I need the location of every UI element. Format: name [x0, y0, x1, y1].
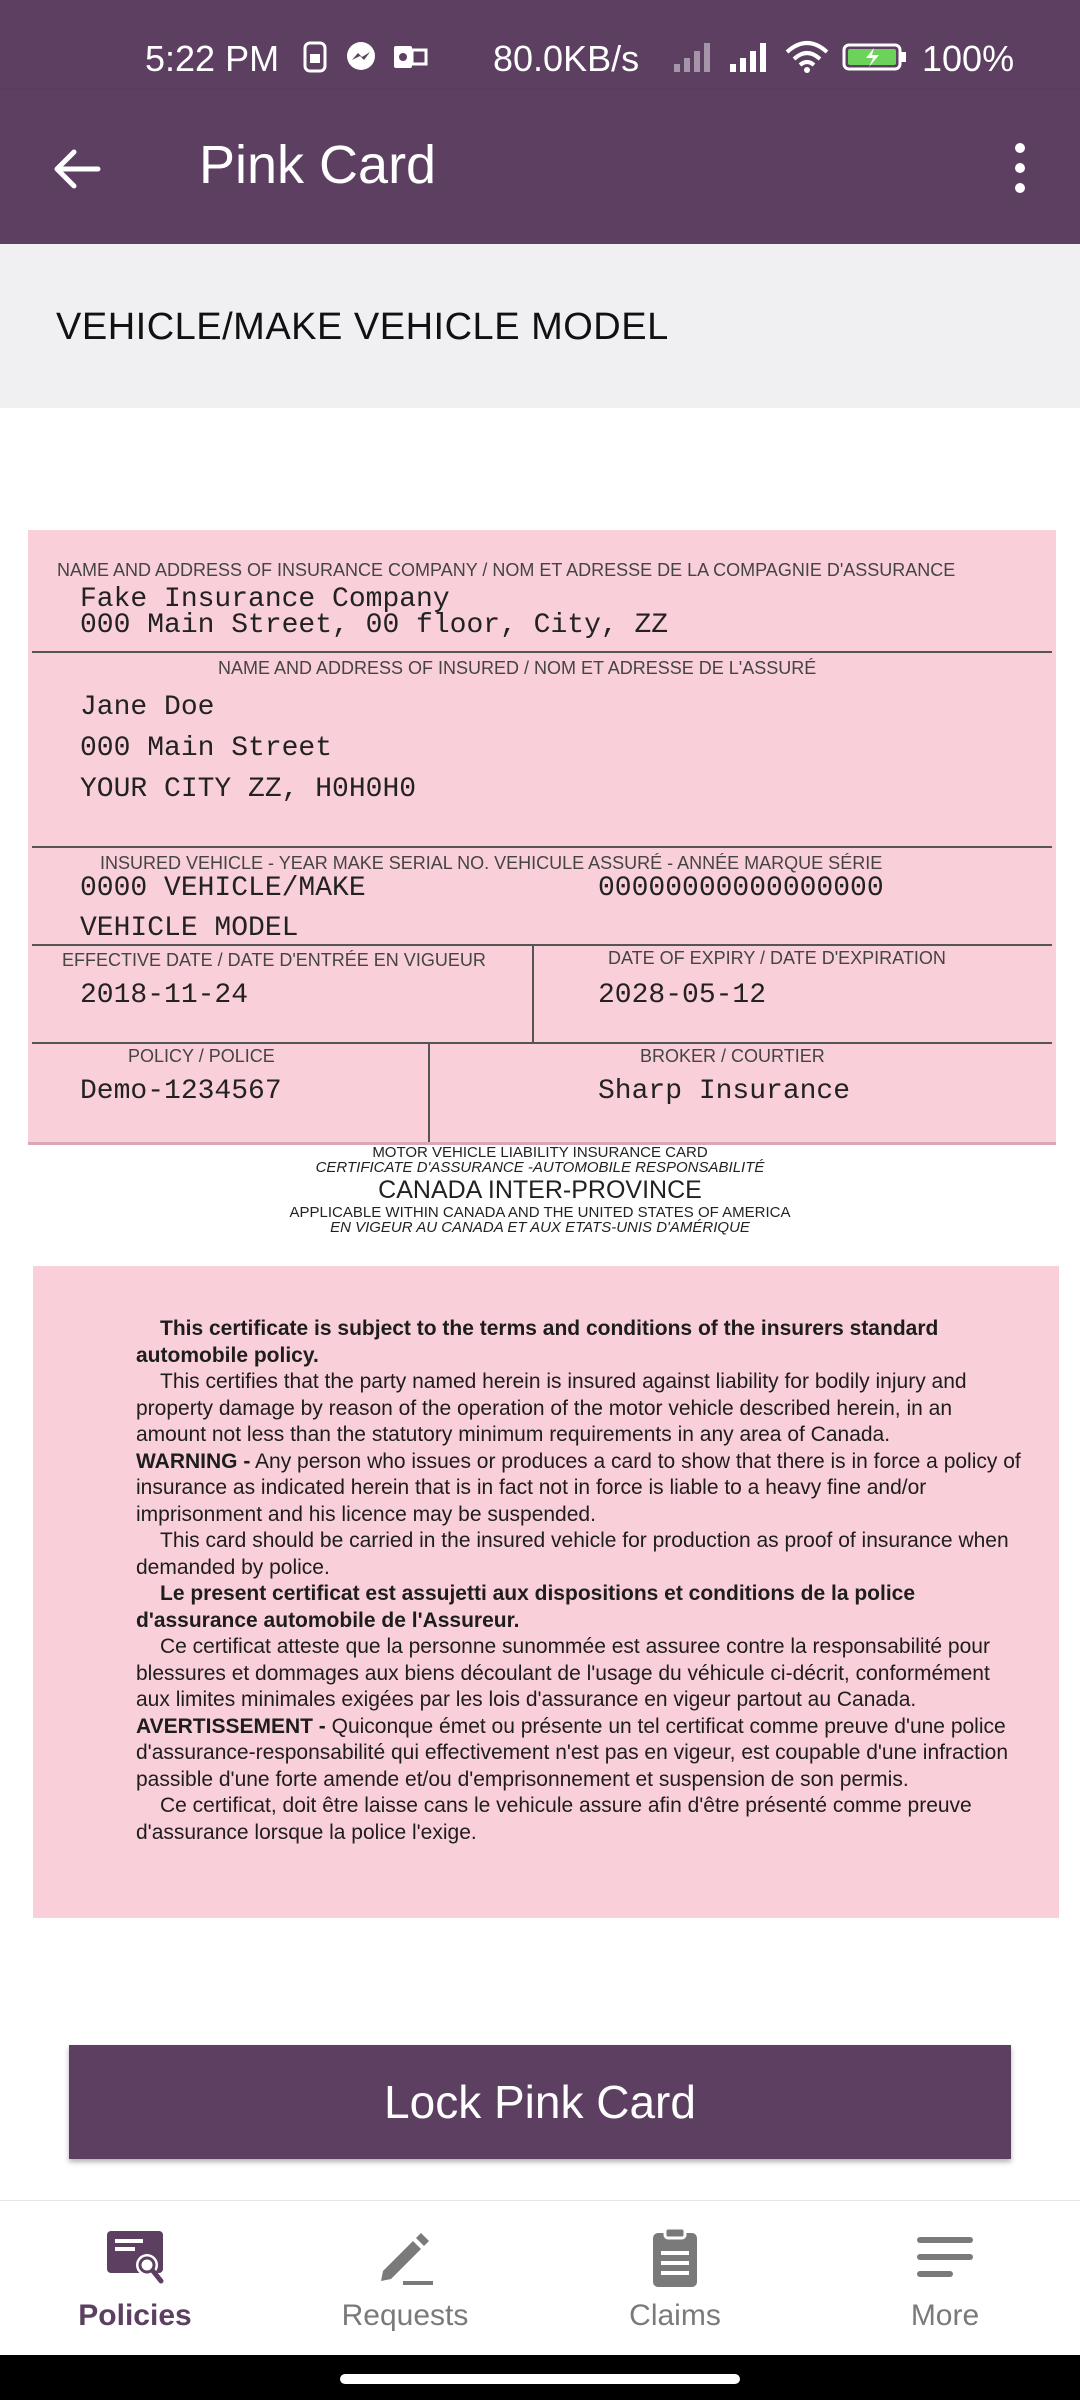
card-terms: [136, 1316, 1026, 1846]
wifi-icon: [784, 40, 830, 74]
terms-heading-fr: Le present certificat est assujetti aux dispositions et conditions de la police d'assurance automobile de l'Assureur.: [136, 1582, 916, 1632]
battery-icon: [842, 40, 908, 74]
divider: [428, 1042, 430, 1142]
divider: [32, 1042, 1052, 1044]
pencil-icon: [373, 2225, 437, 2289]
terms-atteste: Ce certificat atteste que la personne sunommée est assuree contre la responsabilité pour blessures et dommages aux biens découlant de l'usage du véhicule ci-décrit, conformément aux limites minimales exigées par les lois d'assurance en vigeur partout au Canada.: [136, 1635, 990, 1711]
vehicle-title: VEHICLE/MAKE VEHICLE MODEL: [56, 306, 669, 348]
bottom-nav: [0, 2200, 1080, 2356]
broker-name: Sharp Insurance: [598, 1076, 851, 1107]
divider: [32, 651, 1052, 653]
signal-icon-2: [728, 40, 772, 74]
page-title: Pink Card: [199, 135, 437, 195]
policy-header: POLICY / POLICE: [128, 1046, 275, 1066]
carry-card-text-fr: Ce certificat, doit être laisse cans le vehicule assure afin d'être présenté comme preuve d'assurance lorsque la police l'exige.: [136, 1794, 972, 1844]
card-caption-line-5: EN VIGEUR AU CANADA ET AUX ETATS-UNIS D'AMÉRIQUE: [330, 1219, 750, 1236]
warning-label: WARNING -: [136, 1449, 251, 1473]
effective-date: 2018-11-24: [80, 980, 249, 1011]
divider: [532, 944, 534, 1042]
insured-city: YOUR CITY ZZ, H0H0H0: [80, 774, 417, 805]
serial-number: 00000000000000000: [598, 873, 884, 904]
nav-requests-label: Requests: [341, 2299, 469, 2332]
vehicle-line-1: 0000 VEHICLE/MAKE: [80, 873, 366, 904]
avertissement-text: Quiconque émet ou présente un tel certificat comme preuve d'une police d'assurance-responsabilité qui effectivement n'est pas en vigeur, est coupable d'une infraction passible d'une forte amende et/ou d'emprisonnement et suspension de son permis.: [136, 1714, 1009, 1791]
more-vert-icon[interactable]: [1000, 138, 1040, 198]
nav-claims-label: Claims: [629, 2299, 721, 2332]
policy-certificate-icon: [103, 2225, 167, 2289]
status-time: 5:22 PM: [145, 38, 280, 79]
broker-header: BROKER / COURTIER: [640, 1046, 825, 1066]
notification-icons: [300, 40, 428, 74]
insurer-header: NAME AND ADDRESS OF INSURANCE COMPANY / NOM ET ADRESSE DE LA COMPAGNIE D'ASSURANCE: [57, 560, 956, 580]
nav-requests[interactable]: [270, 2201, 540, 2356]
expiry-date: 2028-05-12: [598, 980, 767, 1011]
card-caption-title: CANADA INTER-PROVINCE: [378, 1176, 702, 1204]
insured-header: NAME AND ADDRESS OF INSURED / NOM ET ADRESSE DE L'ASSURÉ: [218, 658, 817, 678]
home-gesture-bar[interactable]: [340, 2374, 740, 2384]
nav-claims[interactable]: [540, 2201, 810, 2356]
vehicle-subheader: [0, 244, 1080, 408]
policy-number: Demo-1234567: [80, 1076, 282, 1107]
menu-lines-icon: [913, 2225, 977, 2289]
card-caption-line-2: CERTIFICATE D'ASSURANCE -AUTOMOBILE RESPONSABILITÉ: [315, 1159, 765, 1176]
effective-date-header: EFFECTIVE DATE / DATE D'ENTRÉE EN VIGUEUR: [62, 950, 486, 970]
battery-percent: 100%: [922, 38, 1015, 79]
divider: [32, 846, 1052, 848]
nav-policies[interactable]: [0, 2201, 270, 2356]
insured-name: Jane Doe: [80, 692, 215, 723]
nav-more-label: More: [910, 2299, 980, 2332]
insured-street: 000 Main Street: [80, 733, 333, 764]
divider: [32, 944, 1052, 946]
insurer-address: 000 Main Street, 00 floor, City, ZZ: [80, 610, 669, 641]
pink-card-front: [28, 530, 1056, 1145]
vehicle-section-header: INSURED VEHICLE - YEAR MAKE SERIAL NO. VEHICULE ASSURÉ - ANNÉE MARQUE SÉRIE: [100, 853, 883, 873]
expiry-date-header: DATE OF EXPIRY / DATE D'EXPIRATION: [608, 948, 946, 968]
warning-text: Any person who issues or produces a card to show that there is in force a policy of insurance as indicated herein that is in fact not in force is liable to a heavy fine and/or imprisonment and his licence may be suspended.: [136, 1449, 1021, 1526]
carry-card-text: This card should be carried in the insured vehicle for production as proof of insurance when demanded by police.: [136, 1529, 1009, 1579]
pink-card-back: [33, 1266, 1059, 1918]
status-bar: [0, 0, 1080, 90]
vehicle-line-2: VEHICLE MODEL: [80, 913, 299, 944]
back-arrow-icon[interactable]: [50, 142, 104, 196]
clipboard-icon: [643, 2225, 707, 2289]
network-speed: 80.0KB/s: [493, 38, 640, 79]
status-icons: [672, 40, 908, 74]
app-bar: [0, 90, 1080, 244]
terms-heading-en: This certificate is subject to the terms and conditions of the insurers standard automobile policy.: [136, 1317, 939, 1367]
nav-more[interactable]: [810, 2201, 1080, 2356]
card-caption-line-1: MOTOR VEHICLE LIABILITY INSURANCE CARD: [372, 1144, 708, 1161]
messenger-icon: [344, 40, 378, 74]
nav-policies-label: Policies: [78, 2299, 192, 2332]
sim-icon: [300, 40, 330, 74]
terms-certifies: This certifies that the party named herein is insured against liability for bodily injury and property damage by reason of the operation of the motor vehicle described herein, in an amount not less than the statutory minimum requirements in any area of Canada.: [136, 1370, 967, 1446]
outlook-icon: [392, 40, 428, 74]
avertissement-label: AVERTISSEMENT -: [136, 1714, 326, 1738]
card-caption-line-4: APPLICABLE WITHIN CANADA AND THE UNITED STATES OF AMERICA: [289, 1204, 791, 1221]
lock-pink-card-button[interactable]: Lock Pink Card: [69, 2045, 1011, 2159]
insurer-name: Fake Insurance Company: [80, 584, 450, 615]
signal-icon: [672, 40, 716, 74]
